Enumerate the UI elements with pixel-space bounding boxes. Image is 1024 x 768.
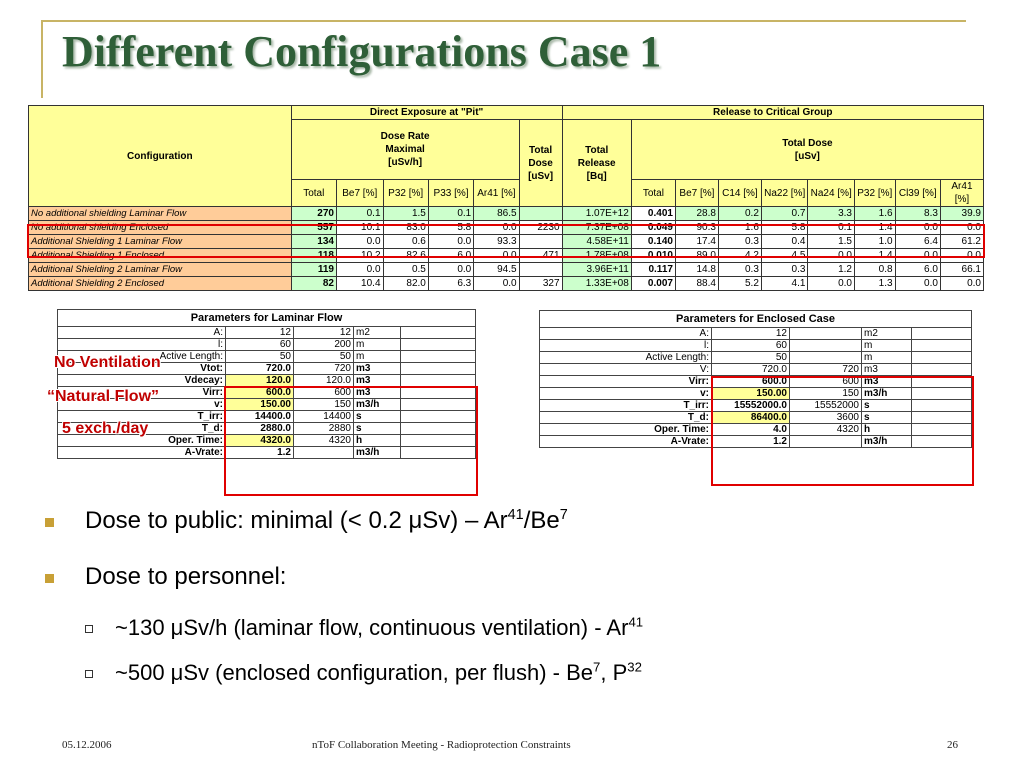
param-v2: 150 — [790, 388, 862, 400]
param-label: v: — [58, 399, 226, 411]
cell-c14: 0.3 — [718, 235, 761, 249]
cell-be7: 10.4 — [336, 277, 383, 291]
cell-ar41: 0.0 — [474, 277, 519, 291]
param-v1: 4320.0 — [226, 435, 294, 447]
param-v2: 14400 — [294, 411, 354, 423]
param-u: m3/h — [354, 447, 401, 459]
param-label: Oper. Time: — [58, 435, 226, 447]
cell-cl39: 8.3 — [895, 207, 940, 221]
cell-r_total: 0.010 — [631, 249, 675, 263]
cell-p33: 6.0 — [428, 249, 473, 263]
highlight-shielding-1 — [27, 224, 985, 258]
param-empty — [401, 351, 476, 363]
cell-d_total: 557 — [291, 221, 336, 235]
cell-na24: 0.1 — [808, 221, 855, 235]
cell-rar41: 0.0 — [940, 249, 983, 263]
param-v1: 600.0 — [226, 387, 294, 399]
cell-p32: 82.6 — [383, 249, 428, 263]
cell-tdose — [519, 263, 562, 277]
configurations-table — [28, 105, 984, 291]
cell-na24: 1.2 — [808, 263, 855, 277]
column-header: Cl39 [%] — [895, 180, 940, 207]
param-v2: 720 — [790, 364, 862, 376]
cell-be7: 10.1 — [336, 221, 383, 235]
param-u: m3 — [862, 376, 912, 388]
cell-p32: 83.0 — [383, 221, 428, 235]
param-row — [540, 352, 972, 364]
cell-d_total: 118 — [291, 249, 336, 263]
hollow-square-icon — [85, 670, 93, 678]
param-u: h — [354, 435, 401, 447]
column-header: Be7 [%] — [336, 180, 383, 207]
cell-be7: 0.0 — [336, 235, 383, 249]
param-label: Oper. Time: — [540, 424, 712, 436]
param-empty — [912, 364, 972, 376]
param-label: Virr: — [540, 376, 712, 388]
cell-rbe7: 17.4 — [675, 235, 718, 249]
dose-rate-header: Dose Rate Maximal [uSv/h] — [291, 120, 519, 180]
footer-title: nToF Collaboration Meeting - Radioprotection Constraints — [312, 739, 571, 751]
param-u: m — [354, 339, 401, 351]
param-row — [540, 364, 972, 376]
cell-na24: 0.0 — [808, 277, 855, 291]
param-v2 — [790, 340, 862, 352]
param-row — [540, 328, 972, 340]
release-header: Release to Critical Group — [562, 106, 983, 120]
cell-rel: 4.58E+11 — [562, 235, 631, 249]
param-v2: 720 — [294, 363, 354, 375]
cell-rel: 1.78E+08 — [562, 249, 631, 263]
cell-rar41: 66.1 — [940, 263, 983, 277]
param-empty — [401, 375, 476, 387]
cell-c14: 0.3 — [718, 263, 761, 277]
cell-rel: 7.37E+08 — [562, 221, 631, 235]
param-v1: 720.0 — [712, 364, 790, 376]
config-name: Additional Shielding 1 Laminar Flow — [29, 235, 292, 249]
param-u: s — [354, 423, 401, 435]
cell-ar41: 94.5 — [474, 263, 519, 277]
param-u: m3 — [354, 375, 401, 387]
annotation-natural-flow: “Natural Flow” — [47, 388, 160, 405]
cell-rp32: 1.0 — [854, 235, 895, 249]
cell-na22: 5.8 — [761, 221, 808, 235]
cell-rp32: 1.4 — [854, 221, 895, 235]
cell-na22: 4.1 — [761, 277, 808, 291]
column-header: C14 [%] — [718, 180, 761, 207]
bullet-square-icon — [45, 518, 54, 527]
column-header: Total — [291, 180, 336, 207]
param-empty — [912, 352, 972, 364]
param-label: Vdecay: — [58, 375, 226, 387]
highlight-laminar-params — [224, 386, 478, 496]
param-v2: 600 — [294, 387, 354, 399]
highlight-enclosed-params — [711, 376, 974, 486]
param-v1: 1.2 — [712, 436, 790, 448]
cell-tdose: 471 — [519, 249, 562, 263]
enclosed-params-header: Parameters for Enclosed Case — [540, 311, 972, 328]
column-header: P32 [%] — [854, 180, 895, 207]
cell-rp32: 1.6 — [854, 207, 895, 221]
param-empty — [401, 363, 476, 375]
laminar-params-header: Parameters for Laminar Flow — [58, 310, 476, 327]
param-u: s — [862, 400, 912, 412]
decor-line-horizontal — [41, 20, 966, 22]
param-v2: 200 — [294, 339, 354, 351]
cell-r_total: 0.140 — [631, 235, 675, 249]
cell-rbe7: 14.8 — [675, 263, 718, 277]
param-u: m3/h — [354, 399, 401, 411]
param-v1: 1.2 — [226, 447, 294, 459]
param-label: T_d: — [540, 412, 712, 424]
table-row — [29, 263, 984, 277]
cell-rar41: 0.0 — [940, 277, 983, 291]
cell-tdose: 327 — [519, 277, 562, 291]
slide-title: Different Configurations Case 1 — [62, 27, 662, 76]
cell-cl39: 0.0 — [895, 221, 940, 235]
param-row — [58, 339, 476, 351]
param-v1: 50 — [226, 351, 294, 363]
cell-r_total: 0.007 — [631, 277, 675, 291]
cell-rbe7: 28.8 — [675, 207, 718, 221]
param-v1: 12 — [712, 328, 790, 340]
param-v2: 4320 — [790, 424, 862, 436]
param-u: m3/h — [862, 388, 912, 400]
cell-c14: 1.6 — [718, 221, 761, 235]
param-u: m3 — [354, 387, 401, 399]
cell-p33: 0.1 — [428, 207, 473, 221]
param-u: m — [354, 351, 401, 363]
param-label: Virr: — [58, 387, 226, 399]
cell-rp32: 1.4 — [854, 249, 895, 263]
param-u: s — [354, 411, 401, 423]
cell-c14: 5.2 — [718, 277, 761, 291]
cell-rp32: 0.8 — [854, 263, 895, 277]
param-v2 — [790, 352, 862, 364]
param-label: Active Length: — [58, 351, 226, 363]
column-header: Be7 [%] — [675, 180, 718, 207]
footer-page-number: 26 — [947, 739, 958, 751]
param-v2: 600 — [790, 376, 862, 388]
param-v1: 15552000.0 — [712, 400, 790, 412]
param-v1: 150.00 — [712, 388, 790, 400]
param-v2: 12 — [294, 327, 354, 339]
config-name: No additional shielding Laminar Flow — [29, 207, 292, 221]
param-v1: 2880.0 — [226, 423, 294, 435]
param-label: A-Vrate: — [58, 447, 226, 459]
cell-rbe7: 89.0 — [675, 249, 718, 263]
cell-p32: 82.0 — [383, 277, 428, 291]
param-v2: 2880 — [294, 423, 354, 435]
direct-exposure-header: Direct Exposure at "Pit" — [291, 106, 562, 120]
cell-p32: 1.5 — [383, 207, 428, 221]
cell-rbe7: 88.4 — [675, 277, 718, 291]
cell-p33: 5.8 — [428, 221, 473, 235]
cell-p32: 0.6 — [383, 235, 428, 249]
column-header: Ar41 [%] — [940, 180, 983, 207]
param-v1: 60 — [712, 340, 790, 352]
cell-ar41: 86.5 — [474, 207, 519, 221]
cell-tdose: 2230 — [519, 221, 562, 235]
cell-ar41: 0.0 — [474, 221, 519, 235]
column-header: Na22 [%] — [761, 180, 808, 207]
cell-p33: 0.0 — [428, 235, 473, 249]
param-v2: 3600 — [790, 412, 862, 424]
config-name: Additional Shielding 2 Laminar Flow — [29, 263, 292, 277]
param-v2: 120.0 — [294, 375, 354, 387]
param-empty — [401, 327, 476, 339]
cell-na24: 3.3 — [808, 207, 855, 221]
param-v2: 50 — [294, 351, 354, 363]
param-v1: 14400.0 — [226, 411, 294, 423]
cell-rel: 1.33E+08 — [562, 277, 631, 291]
param-v2: 4320 — [294, 435, 354, 447]
config-name: Additional Shielding 2 Enclosed — [29, 277, 292, 291]
cell-rar41: 0.0 — [940, 221, 983, 235]
configuration-header: Configuration — [29, 106, 292, 207]
param-label: T_irr: — [540, 400, 712, 412]
cell-be7: 0.0 — [336, 263, 383, 277]
cell-be7: 0.1 — [336, 207, 383, 221]
cell-p33: 0.0 — [428, 263, 473, 277]
total-dose-header: Total Dose [uSv] — [519, 120, 562, 207]
param-v1: 150.00 — [226, 399, 294, 411]
cell-na22: 0.7 — [761, 207, 808, 221]
param-empty — [401, 339, 476, 351]
param-label: Active Length: — [540, 352, 712, 364]
table-row — [29, 277, 984, 291]
param-v1: 60 — [226, 339, 294, 351]
param-u: m3 — [862, 364, 912, 376]
cell-na22: 0.3 — [761, 263, 808, 277]
cell-rar41: 39.9 — [940, 207, 983, 221]
param-v1: 720.0 — [226, 363, 294, 375]
param-row — [58, 327, 476, 339]
cell-na22: 0.4 — [761, 235, 808, 249]
cell-rbe7: 90.3 — [675, 221, 718, 235]
bullet-square-icon — [45, 574, 54, 583]
cell-r_total: 0.117 — [631, 263, 675, 277]
cell-cl39: 0.0 — [895, 277, 940, 291]
param-label: Vtot: — [58, 363, 226, 375]
cell-rel: 1.07E+12 — [562, 207, 631, 221]
cell-na24: 1.5 — [808, 235, 855, 249]
column-header: P33 [%] — [428, 180, 473, 207]
cell-cl39: 6.4 — [895, 235, 940, 249]
cell-rp32: 1.3 — [854, 277, 895, 291]
cell-ar41: 93.3 — [474, 235, 519, 249]
param-v1: 50 — [712, 352, 790, 364]
param-label: V: — [540, 364, 712, 376]
cell-d_total: 119 — [291, 263, 336, 277]
param-v1: 120.0 — [226, 375, 294, 387]
cell-d_total: 134 — [291, 235, 336, 249]
cell-d_total: 82 — [291, 277, 336, 291]
column-header: Ar41 [%] — [474, 180, 519, 207]
param-label: A: — [58, 327, 226, 339]
cell-rar41: 61.2 — [940, 235, 983, 249]
total-release-header: Total Release [Bq] — [562, 120, 631, 207]
cell-c14: 4.2 — [718, 249, 761, 263]
param-v1: 4.0 — [712, 424, 790, 436]
cell-na22: 4.5 — [761, 249, 808, 263]
param-u: s — [862, 412, 912, 424]
cell-r_total: 0.049 — [631, 221, 675, 235]
param-v1: 86400.0 — [712, 412, 790, 424]
param-label: T_irr: — [58, 411, 226, 423]
param-label: A: — [540, 328, 712, 340]
cell-be7: 10.2 — [336, 249, 383, 263]
param-u: m3/h — [862, 436, 912, 448]
param-u: m — [862, 340, 912, 352]
decor-line-vertical — [41, 20, 43, 98]
cell-d_total: 270 — [291, 207, 336, 221]
config-name: No additional shielding Enclosed — [29, 221, 292, 235]
cell-p33: 6.3 — [428, 277, 473, 291]
param-u: h — [862, 424, 912, 436]
footer-date: 05.12.2006 — [62, 739, 112, 751]
param-empty — [912, 328, 972, 340]
annotation-no-ventilation: No Ventilation — [54, 354, 161, 371]
cell-p32: 0.5 — [383, 263, 428, 277]
param-label: l: — [540, 340, 712, 352]
cell-cl39: 0.0 — [895, 249, 940, 263]
column-header: P32 [%] — [383, 180, 428, 207]
param-v1: 600.0 — [712, 376, 790, 388]
column-header: Total — [631, 180, 675, 207]
annotation-exchanges: 5 exch./day — [62, 420, 149, 437]
cell-rel: 3.96E+11 — [562, 263, 631, 277]
column-header: Na24 [%] — [808, 180, 855, 207]
param-u: m2 — [862, 328, 912, 340]
cell-c14: 0.2 — [718, 207, 761, 221]
param-v1: 12 — [226, 327, 294, 339]
cell-na24: 0.0 — [808, 249, 855, 263]
cell-cl39: 6.0 — [895, 263, 940, 277]
cell-ar41: 0.0 — [474, 249, 519, 263]
param-empty — [912, 340, 972, 352]
cell-r_total: 0.401 — [631, 207, 675, 221]
param-label: v: — [540, 388, 712, 400]
param-v2: 150 — [294, 399, 354, 411]
param-v2: 15552000 — [790, 400, 862, 412]
param-row — [540, 340, 972, 352]
param-label: A-Vrate: — [540, 436, 712, 448]
param-u: m2 — [354, 327, 401, 339]
total-dose-release-header: Total Dose [uSv] — [631, 120, 983, 180]
param-label: T_d: — [58, 423, 226, 435]
param-u: m — [862, 352, 912, 364]
param-v2 — [790, 328, 862, 340]
table-row — [29, 207, 984, 221]
param-label: l: — [58, 339, 226, 351]
hollow-square-icon — [85, 625, 93, 633]
param-u: m3 — [354, 363, 401, 375]
cell-tdose — [519, 207, 562, 221]
config-name: Additional Shielding 1 Enclosed — [29, 249, 292, 263]
